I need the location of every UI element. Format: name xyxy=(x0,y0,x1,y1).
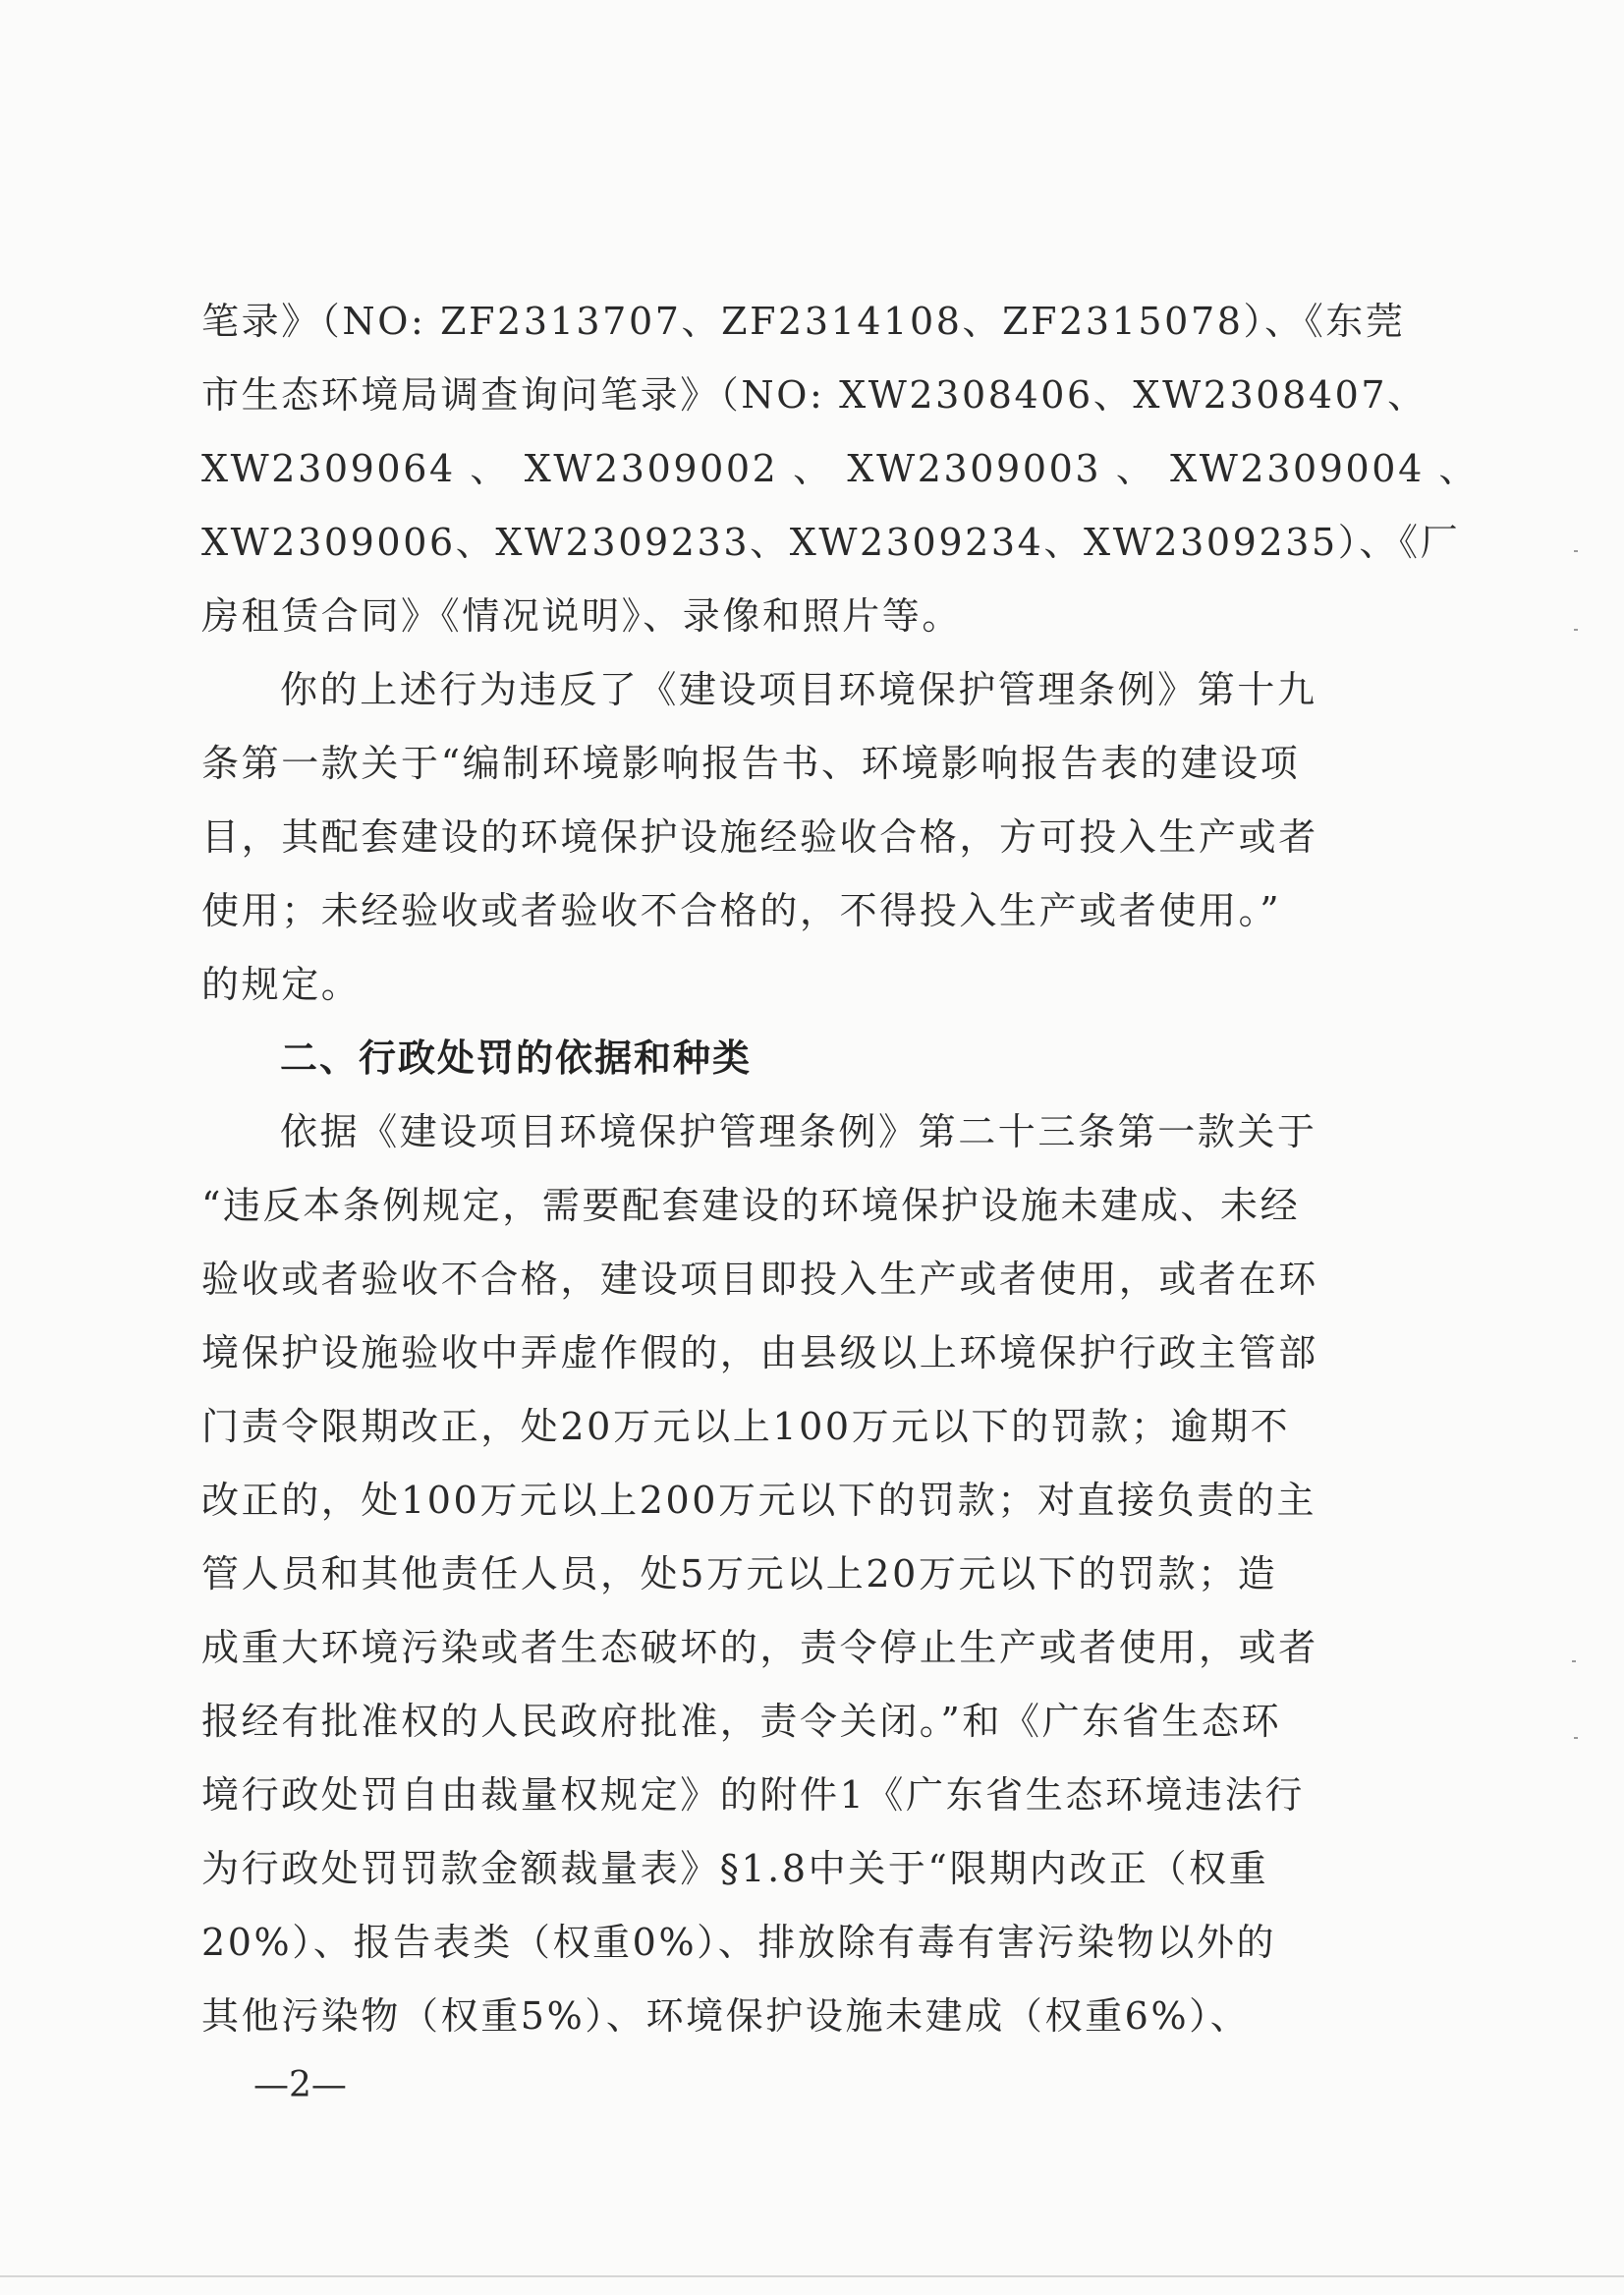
body-line: 市生态环境局调查询问笔录》（NO: XW2308406、XW2308407、 xyxy=(201,373,1428,417)
body-line: 房租赁合同》《情况说明》、录像和照片等。 xyxy=(201,594,963,638)
body-line: 20%）、报告表类（权重0%）、排放除有毒有害污染物以外的 xyxy=(201,1921,1277,1964)
scan-speck xyxy=(1574,550,1578,552)
body-line: XW2309064 、 XW2309002 、 XW2309003 、 XW2309004 、 xyxy=(201,447,1480,490)
page-number: —2— xyxy=(253,2065,347,2105)
body-line: 目，其配套建设的环境保护设施经验收合格，方可投入生产或者 xyxy=(201,815,1318,859)
scan-speck xyxy=(1574,629,1578,631)
body-line: “违反本条例规定，需要配套建设的环境保护设施未建成、未经 xyxy=(201,1184,1301,1227)
body-line: XW2309006、XW2309233、XW2309234、XW2309235）、《厂 xyxy=(201,521,1461,564)
paragraph-start-line: 你的上述行为违反了《建设项目环境保护管理条例》第十九 xyxy=(280,668,1317,711)
scan-bottom-edge xyxy=(0,2275,1624,2277)
body-line: 改正的，处100万元以上200万元以下的罚款；对直接负责的主 xyxy=(201,1479,1317,1522)
scan-speck xyxy=(1572,1660,1576,1662)
body-line: 管人员和其他责任人员，处5万元以上20万元以下的罚款；造 xyxy=(201,1552,1278,1595)
body-line: 境保护设施验收中弄虚作假的，由县级以上环境保护行政主管部 xyxy=(201,1331,1318,1374)
body-line: 报经有批准权的人民政府批准，责令关闭。”和《广东省生态环 xyxy=(201,1700,1282,1743)
body-line: 门责令限期改正，处20万元以上100万元以下的罚款；逾期不 xyxy=(201,1405,1291,1448)
body-line: 的规定。 xyxy=(201,963,362,1006)
body-line: 境行政处罚自由裁量权规定》的附件1《广东省生态环境违法行 xyxy=(201,1773,1305,1817)
body-line: 成重大环境污染或者生态破坏的，责令停止生产或者使用，或者 xyxy=(201,1626,1318,1669)
body-line: 条第一款关于“编制环境影响报告书、环境影响报告表的建设项 xyxy=(201,742,1301,785)
body-line: 笔录》（NO: ZF2313707、ZF2314108、ZF2315078）、《东莞 xyxy=(201,300,1406,343)
section-heading: 二、行政处罚的依据和种类 xyxy=(280,1036,753,1080)
paragraph-start-line: 依据《建设项目环境保护管理条例》第二十三条第一款关于 xyxy=(280,1110,1317,1153)
body-line: 验收或者验收不合格，建设项目即投入生产或者使用，或者在环 xyxy=(201,1258,1318,1301)
scan-speck xyxy=(1574,1737,1578,1739)
document-body xyxy=(201,285,1480,2053)
body-line: 使用；未经验收或者验收不合格的，不得投入生产或者使用。” xyxy=(201,889,1282,932)
body-line: 为行政处罚罚款金额裁量表》§1.8中关于“限期内改正（权重 xyxy=(201,1847,1269,1890)
body-line: 其他污染物（权重5%）、环境保护设施未建成（权重6%）、 xyxy=(201,1994,1251,2038)
